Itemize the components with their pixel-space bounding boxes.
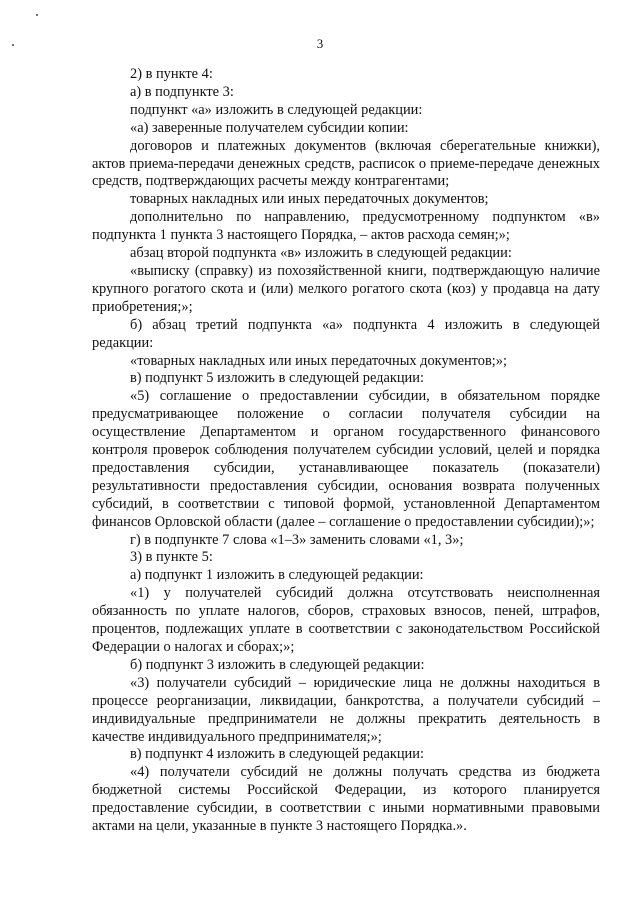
paragraph: «4) получатели субсидий не должны получать средства из бюджета бюджетной системы Российской Федерации, из которого планируется предоставление субсидии, в соответствии с иными нормативными правовыми актами на цели, указанные в пункте 3 настоящего Порядка.».	[92, 764, 600, 835]
paragraph: а) в подпункте 3:	[130, 83, 234, 100]
paragraph: а) подпункт 1 изложить в следующей редакции:	[130, 567, 424, 584]
paragraph: абзац второй подпункта «в» изложить в следующей редакции:	[130, 245, 512, 262]
paragraph: г) в подпункте 7 слова «1–3» заменить словами «1, 3»;	[130, 531, 464, 548]
paragraph: товарных накладных или иных передаточных документов;	[130, 191, 489, 208]
paragraph: 2) в пункте 4:	[130, 66, 213, 82]
paragraph: б) подпункт 3 изложить в следующей редакции:	[130, 656, 425, 673]
paragraph: б) абзац третий подпункта «а» подпункта 4 изложить в следующей редакции:	[92, 316, 600, 351]
paragraph: подпункт «а» изложить в следующей редакции:	[130, 101, 423, 118]
paragraph: договоров и платежных документов (включая сберегательные книжки), актов приема-передачи денежных средств, расписок о приеме-передаче денежных средств, подтверждающих расчеты между контрагентами;	[92, 137, 600, 190]
paragraph: «товарных накладных или иных передаточных документов;»;	[130, 352, 507, 369]
paragraph: в) подпункт 5 изложить в следующей редакции:	[130, 370, 424, 387]
paragraph: в) подпункт 4 изложить в следующей редакции:	[130, 746, 424, 763]
paragraph: «1) у получателей субсидий должна отсутствовать неисполненная обязанность по уплате налогов, сборов, страховых взносов, пеней, штрафов, процентов, подлежащих уплате в соответствии с законодательством Российской Федерации о налогах и сборах;»;	[92, 585, 600, 655]
document-body	[92, 66, 600, 836]
paragraph: «3) получатели субсидий – юридические лица не должны находиться в процессе реорганизации, ликвидации, банкротства, а получатели субсидий – индивидуальные предприниматели не должны прекратить деятельность в качестве индивидуального предпринимателя;»;	[92, 674, 600, 745]
paragraph: «выписку (справку) из похозяйственной книги, подтверждающую наличие крупного рогатого скота и (или) мелкого рогатого скота (коз) у продавца на дату приобретения;»;	[92, 262, 600, 315]
paragraph: дополнительно по направлению, предусмотренному подпунктом «в» подпункта 1 пункта 3 настоящего Порядка, – актов расхода семян;»;	[92, 209, 600, 244]
paragraph: «5) соглашение о предоставлении субсидии, в обязательном порядке предусматривающее положение о согласии получателя субсидии на осуществление Департаментом и органом государственного финансового контроля проверок соблюдения получателем субсидии условий, целей и порядка предоставления субсидии, устанавливающее показатель (показатели) результативности предоставления субсидии, основания возврата полученных субсидий, в соответствии с типовой формой, установленной Департаментом финансов Орловской области (далее – соглашение о предоставлении субсидии);»;	[92, 388, 600, 530]
paragraph: «а) заверенные получателем субсидии копии:	[130, 119, 409, 136]
page-number: 3	[316, 36, 324, 51]
scan-speck	[36, 14, 38, 16]
paragraph: 3) в пункте 5:	[130, 549, 213, 566]
